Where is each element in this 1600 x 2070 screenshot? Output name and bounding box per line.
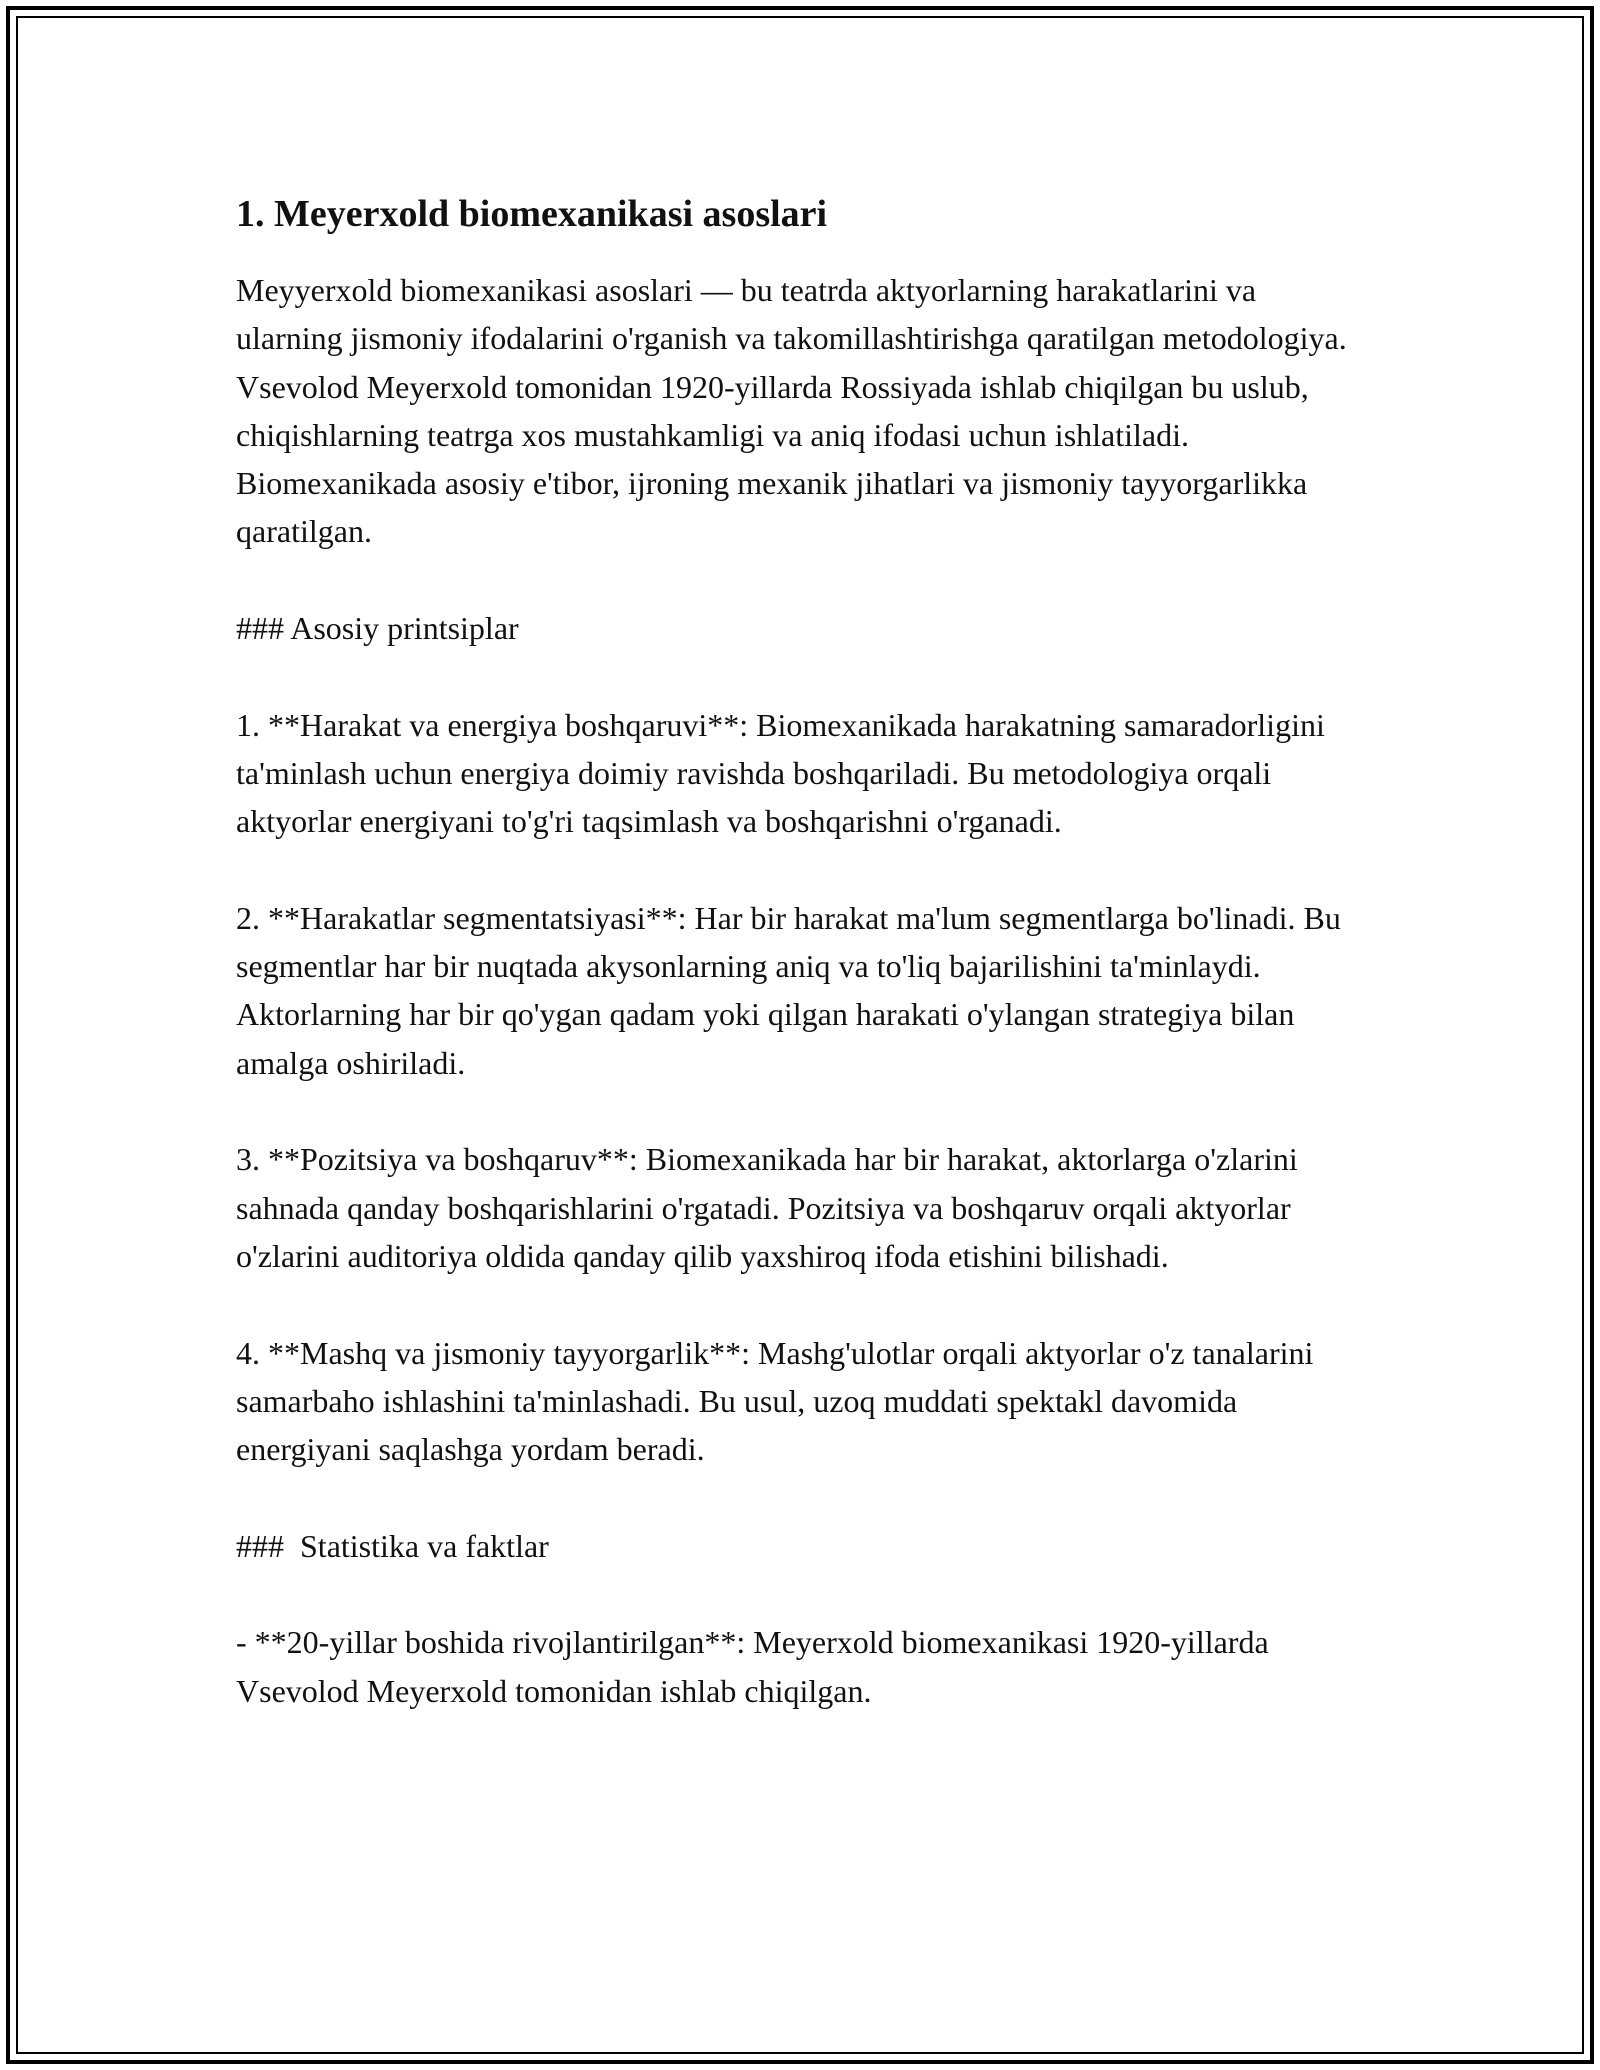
paragraph-gap (236, 556, 1366, 604)
paragraph-gap (236, 1280, 1366, 1328)
principle-item: 2. **Harakatlar segmentatsiyasi**: Har bir harakat ma'lum segmentlarga bo'linadi. Bu segmentlar har bir nuqtada akysonlarning aniq va to'liq bajarilishini ta'minlaydi. Aktorlarning har bir qo'ygan qadam yoki qilgan harakati o'ylangan strategiya bilan amalga oshiriladi. (236, 899, 1341, 1081)
paragraph-gap (236, 1473, 1366, 1521)
section-heading-principles: ### Asosiy printsiplar (236, 610, 519, 647)
principle-item: 4. **Mashq va jismoniy tayyorgarlik**: Mashg'ulotlar orqali aktyorlar o'z tanalarini samarbaho ishlashini ta'minlashadi. Bu usul, uzoq muddati spektakl davomida energiyani saqlashga yordam beradi. (236, 1334, 1314, 1468)
page-title: 1. Meyerxold biomexanikasi asoslari (236, 193, 828, 235)
principle-item: 3. **Pozitsiya va boshqaruv**: Biomexanikada har bir harakat, aktorlarga o'zlarini sahnada qanday boshqarishlarini o'rgatadi. Pozitsiya va boshqaruv orqali aktyorlar o'zlarini auditoriya oldida qanday qilib yaxshiroq ifoda etishini bilishadi. (236, 1141, 1298, 1274)
fact-item: - **20-yillar boshida rivojlantirilgan**: Meyerxold biomexanikasi 1920-yillarda Vsevolod Meyerxold tomonidan ishlab chiqilgan. (236, 1624, 1269, 1709)
section-heading-statistics: ### Statistika va faktlar (236, 1527, 549, 1564)
paragraph-gap (236, 846, 1366, 894)
paragraph-gap (236, 1570, 1366, 1618)
document-body (236, 186, 1366, 1715)
paragraph-gap (236, 1087, 1366, 1135)
paragraph-gap (236, 652, 1366, 700)
intro-paragraph: Meyyerxold biomexanikasi asoslari — bu teatrda aktyorlarning harakatlarini va ularning jismoniy ifodalarini o'rganish va takomillashtirishga qaratilgan metodologiya. Vsevolod Meyerxold tomonidan 1920-yillarda Rossiyada ishlab chiqilgan bu uslub, chiqishlarning teatrga xos mustahkamligi va aniq ifodasi uchun ishlatiladi. Biomexanikada asosiy e'tibor, ijroning mexanik jihatlari va jismoniy tayyorgarlikka qaratilgan. (236, 272, 1347, 550)
principle-item: 1. **Harakat va energiya boshqaruvi**: Biomexanikada harakatning samaradorligini ta'minlash uchun energiya doimiy ravishda boshqariladi. Bu metodologiya orqali aktyorlar energiyani to'g'ri taqsimlash va boshqarishni o'rganadi. (236, 706, 1325, 840)
